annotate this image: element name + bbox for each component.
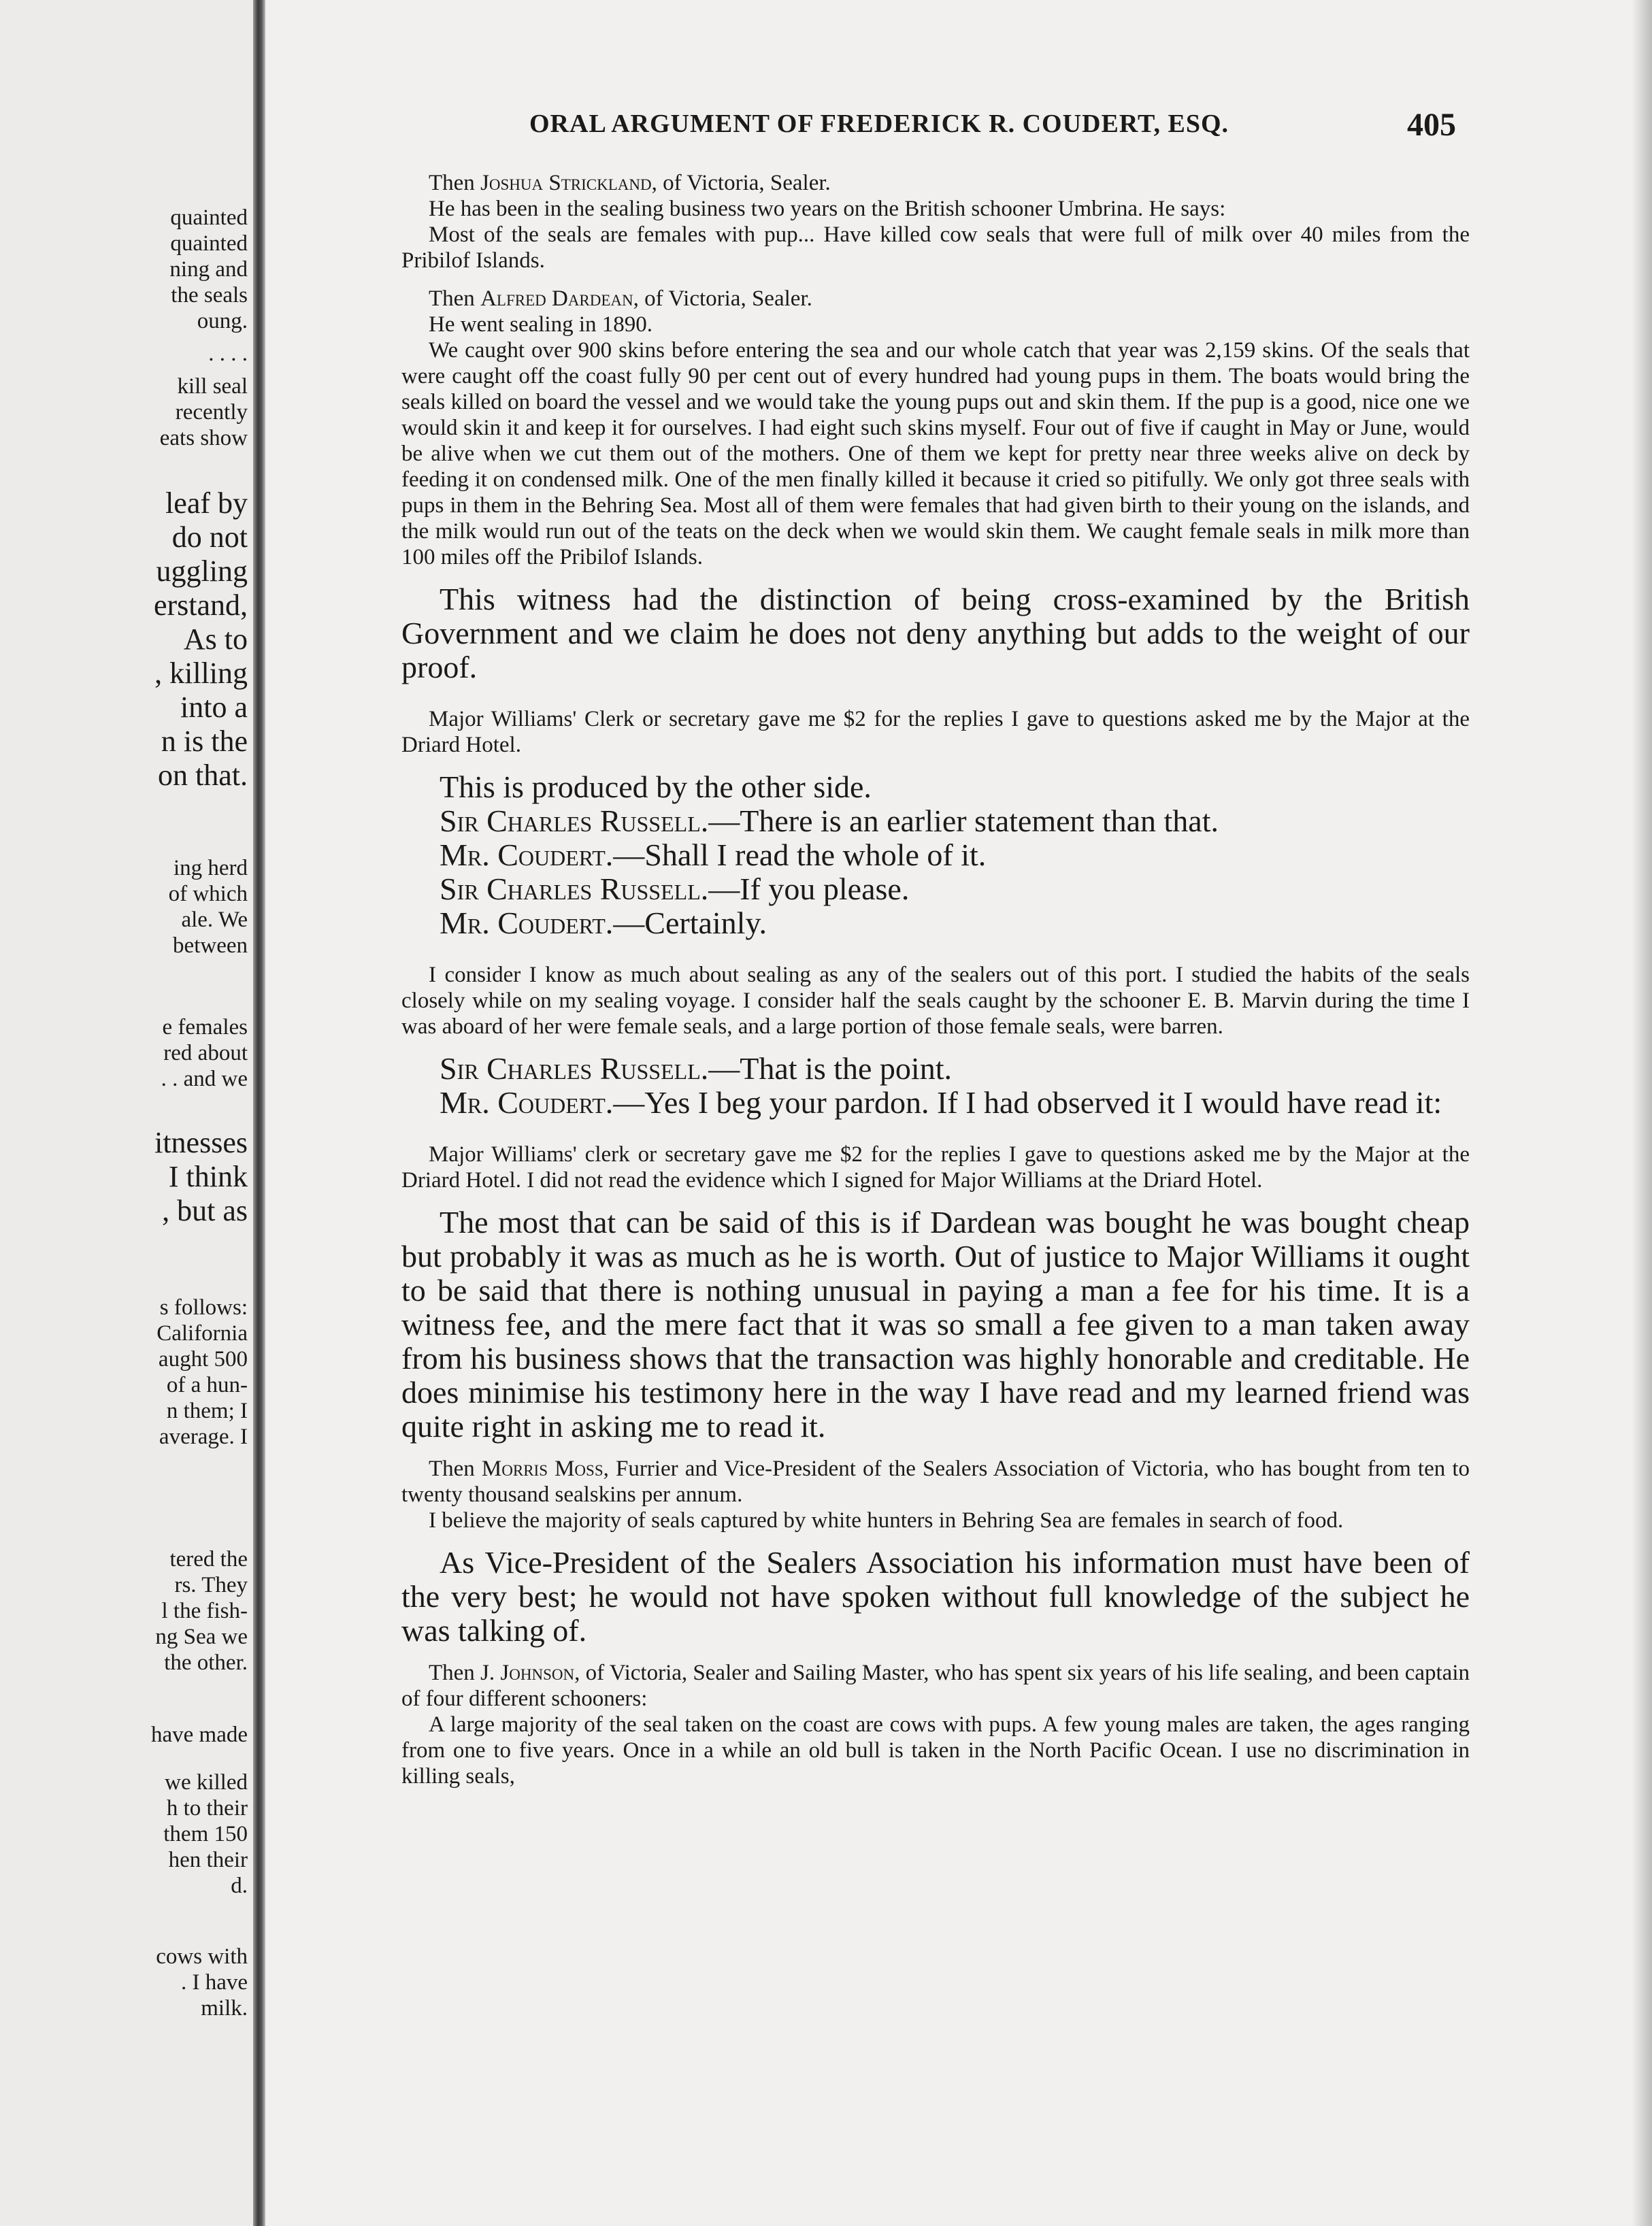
facing-page-line: them 150 [163, 1822, 248, 1846]
intro-dardean: Then Alfred Dardean, of Victoria, Sealer. [429, 286, 812, 311]
dialogue-line: Mr. Coudert.—Shall I read the whole of it. [440, 837, 987, 872]
strickland-description: He has been in the sealing business two years on the British schooner Umbrina. He says: [429, 197, 1226, 221]
argument-paragraph: The most that can be said of this is if Dardean was bought he was bought cheap but probably it was as much as he is worth. Out of justice to Major Williams it ought to be said that there is nothing unusual in paying a man a fee for his time. It is a witness fee, and the mere fact that it was so small a fee given to a man taken away from his business shows that the transaction was highly honorable and creditable. He does minimise his testimony here in the way I have read and my learned friend was quite right in asking me to read it. [401, 1205, 1470, 1444]
spacer [401, 570, 1470, 582]
facing-page-line: aught 500 [158, 1347, 248, 1372]
speaker-name: Sir Charles Russell [440, 871, 701, 906]
facing-page-line: . . and we [161, 1067, 248, 1091]
facing-page-line: As to [183, 622, 248, 656]
facing-page-line: hen their [168, 1848, 248, 1872]
facing-page-line: the seals [171, 283, 248, 308]
facing-page-line: quainted [170, 231, 248, 256]
page-edge-shadow [1632, 0, 1652, 2226]
facing-page-line: red about [163, 1041, 248, 1065]
facing-page-line: ng Sea we [155, 1625, 248, 1649]
moss-testimony: I believe the majority of seals captured by white hunters in Behring Sea are females in search of food. [429, 1508, 1344, 1533]
facing-page-line: . I have [180, 1970, 248, 1995]
facing-page-line: h to their [166, 1796, 248, 1821]
facing-page-fragment [0, 0, 253, 2226]
intro-strickland: Then Joshua Strickland, of Victoria, Sealer. [429, 171, 831, 195]
dialogue-line: Sir Charles Russell.—If you please. [440, 871, 910, 906]
facing-page-line: leaf by [165, 486, 248, 520]
facing-page-line: e females [162, 1015, 248, 1040]
argument-paragraph: This witness had the distinction of being cross-examined by the British Government and we claim he does not deny anything but adds to the weight of our proof. [401, 582, 1470, 684]
page-body [401, 170, 1470, 1789]
facing-page-line: n is the [161, 725, 248, 758]
facing-page-line: l the fish- [161, 1599, 248, 1623]
facing-page-line: average. I [159, 1425, 248, 1449]
argument-line: This is produced by the other side. [440, 769, 872, 804]
facing-page-line: ale. We [181, 908, 248, 932]
argument-paragraph: As Vice-President of the Sealers Association his information must have been of the very best; he would not have spoken without full knowledge of the subject he was talking of. [401, 1545, 1470, 1648]
facing-page-line: we killed [165, 1770, 248, 1795]
speaker-name: Mr. Coudert [440, 1085, 606, 1120]
speaker-name: Mr. Coudert [440, 906, 606, 940]
dialogue-line: Mr. Coudert.—Yes I beg your pardon. If I had observed it I would have read it: [440, 1085, 1442, 1120]
facing-page-line: . . . . [208, 342, 248, 366]
facing-page-line: milk. [201, 1996, 248, 2021]
running-header [529, 107, 1456, 143]
facing-page-line: uggling [156, 554, 248, 588]
speaker-name: Sir Charles Russell [440, 803, 701, 838]
witness-name: Morris Moss [481, 1457, 604, 1481]
facing-page-line: on that. [158, 759, 248, 792]
facing-page-line: ing herd [173, 856, 248, 880]
facing-page-line: kill seal [177, 374, 248, 399]
facing-page-line: rs. They [174, 1573, 248, 1597]
witness-name: Alfred Dardean [480, 286, 633, 311]
facing-page-line: , killing [154, 657, 248, 690]
dardean-statement-full: Major Williams' clerk or secretary gave me $2 for the replies I gave to questions asked me by the Major at the Driard Hotel. I did not read the evidence which I signed for Major Williams at the Driard Hotel. [401, 1142, 1470, 1193]
facing-page-line: into a [180, 691, 248, 724]
spacer [401, 940, 1470, 962]
facing-page-line: itnesses [154, 1126, 248, 1159]
facing-page-line: quainted [170, 205, 248, 230]
facing-page-line: s follows: [159, 1295, 248, 1320]
facing-page-line: d. [231, 1874, 248, 1898]
page-number: 405 [1407, 107, 1456, 143]
facing-page-line: oung. [197, 309, 248, 333]
spacer [401, 1648, 1470, 1660]
facing-page-line: California [156, 1321, 248, 1346]
spacer [401, 1193, 1470, 1206]
facing-page-line: ning and [169, 257, 248, 282]
facing-page-line: the other. [164, 1650, 248, 1675]
intro-moss: Then Morris Moss, Furrier and Vice-President of the Sealers Association of Victoria, who has bought from ten to twenty thousand sealskins per annum. [401, 1457, 1470, 1507]
facing-page-line: cows with [156, 1944, 248, 1969]
spacer [401, 1444, 1470, 1456]
witness-name: Johnson [500, 1661, 575, 1685]
dardean-description: He went sealing in 1890. [429, 312, 653, 337]
dardean-earlier-statement: I consider I know as much about sealing as any of the sealers out of this port. I studied the habits of the seals closely while on my sealing voyage. I consider half the seals caught by the schooner E. B. Marvin during the time I was aboard of her were female seals, and a large portion of those female seals, were barren. [401, 963, 1470, 1039]
facing-page-line: , but as [162, 1194, 248, 1227]
facing-page-line: n them; I [166, 1399, 248, 1423]
speaker-name: Sir Charles Russell [440, 1051, 701, 1086]
dardean-testimony: We caught over 900 skins before entering the sea and our whole catch that year was 2,159 skins. Of the seals that were caught off the coast fully 90 per cent out of every hundred had young pups in them. The boats would bring the seals killed on board the vessel and we would take the young pups out and skin them. If the pup is a good, nice one we would skin it and keep it for ourselves. I had eight such skins myself. Four out of five if caught in May or June, would be alive when we cut them out of the mothers. One of them we kept for pretty near three weeks alive on deck by feeding it on condensed milk. One of the men finally killed it because it cried so pitifully. We only got three seals with pups in them in the Behring Sea. Most all of them were females that had given birth to their young on the islands, and the milk would run out of the teats on the deck when we would skin them. We caught female seals in milk more than 100 miles off the Pribilof Islands. [401, 338, 1470, 569]
dialogue-line: Sir Charles Russell.—That is the point. [440, 1051, 952, 1086]
dardean-statement: Major Williams' Clerk or secretary gave me $2 for the replies I gave to questions asked me by the Major at the Driard Hotel. [401, 707, 1470, 757]
facing-page-line: I think [168, 1160, 248, 1193]
facing-page-line: tered the [169, 1547, 248, 1572]
facing-page-line: eats show [159, 426, 248, 450]
witness-name: Joshua Strickland [480, 171, 652, 195]
spacer [401, 273, 1470, 286]
facing-page-line: between [173, 933, 248, 958]
dialogue-line: Mr. Coudert.—Certainly. [440, 906, 767, 940]
facing-page-line: erstand, [153, 588, 248, 622]
facing-page-line: have made [150, 1723, 248, 1747]
facing-page-line: of which [168, 882, 248, 906]
strickland-testimony: Most of the seals are females with pup... Have killed cow seals that were full of milk over 40 miles from the Pribilof Islands. [401, 222, 1470, 273]
facing-page-line: do not [171, 520, 248, 554]
facing-page-line: recently [175, 400, 248, 425]
facing-page-line: of a hun- [166, 1373, 248, 1397]
intro-johnson: Then J. Johnson, of Victoria, Sealer and Sailing Master, who has spent six years of his life sealing, and been captain of four different schooners: [401, 1661, 1470, 1711]
header-title: ORAL ARGUMENT OF FREDERICK R. COUDERT, ESQ. [529, 110, 1229, 138]
johnson-testimony: A large majority of the seal taken on the coast are cows with pups. A few young males are taken, the ages ranging from one to five years. Once in a while an old bull is taken in the North Pacific Ocean. I use no discrimination in killing seals, [401, 1712, 1470, 1789]
dialogue-line: Sir Charles Russell.—There is an earlier statement than that. [440, 803, 1219, 838]
spacer [401, 1533, 1470, 1546]
spacer [401, 1120, 1470, 1142]
book-gutter [253, 0, 265, 2226]
spacer [401, 1040, 1470, 1052]
speaker-name: Mr. Coudert [440, 837, 606, 872]
spacer [401, 684, 1470, 706]
spacer [401, 758, 1470, 770]
